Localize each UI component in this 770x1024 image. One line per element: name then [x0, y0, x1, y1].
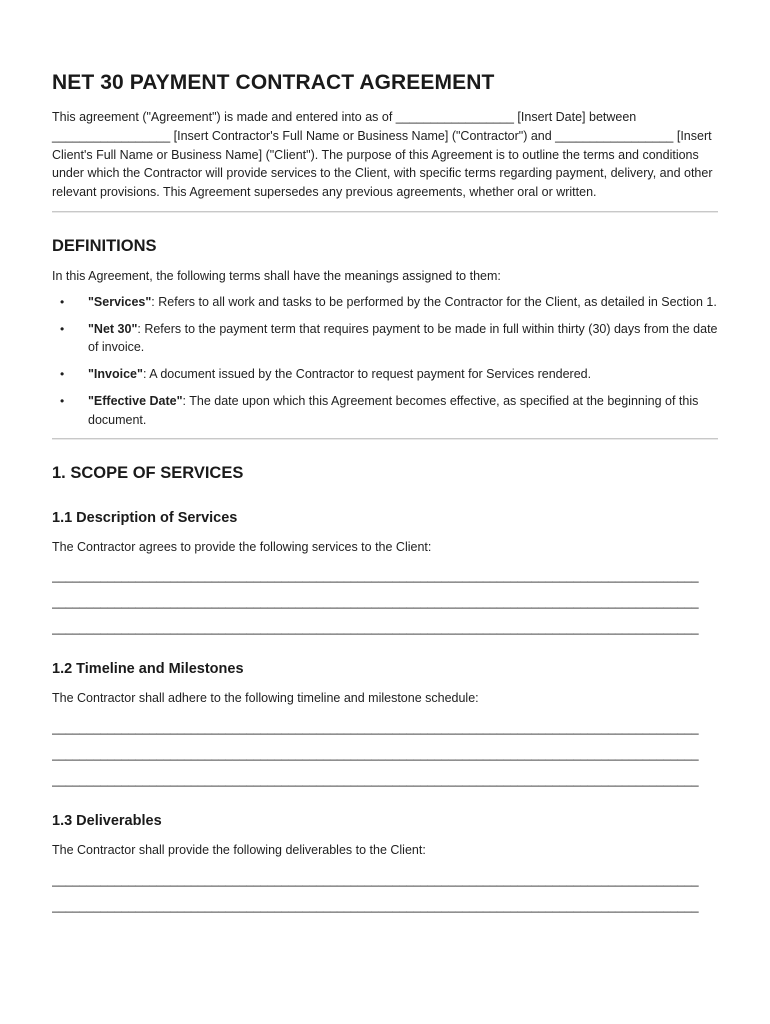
- bullet-icon: •: [60, 294, 65, 309]
- timeline-blank-line[interactable]: _____________________________________________________________________________________________: [52, 773, 699, 788]
- timeline-heading: 1.2 Timeline and Milestones: [52, 661, 244, 678]
- deliverables-heading: 1.3 Deliverables: [52, 813, 162, 830]
- definition-item: [52, 392, 718, 430]
- deliverables-blank-line[interactable]: _____________________________________________________________________________________________: [52, 872, 699, 887]
- definition-text: : A document issued by the Contractor to request payment for Services rendered.: [142, 367, 592, 382]
- timeline-blank-line[interactable]: _____________________________________________________________________________________________: [52, 721, 699, 736]
- description-blank-line[interactable]: _____________________________________________________________________________________________: [52, 621, 699, 636]
- deliverables-blank-line[interactable]: _____________________________________________________________________________________________: [52, 898, 699, 913]
- bullet-icon: •: [60, 367, 65, 382]
- description-lead: The Contractor agrees to provide the following services to the Client:: [52, 539, 432, 554]
- description-blank-line[interactable]: _____________________________________________________________________________________________: [52, 569, 699, 584]
- definition-text: : Refers to all work and tasks to be performed by the Contractor for the Client, as detailed in Section 1.: [151, 294, 717, 309]
- timeline-lead: The Contractor shall adhere to the following timeline and milestone schedule:: [52, 691, 479, 706]
- definition-term: "Invoice": [88, 367, 143, 382]
- timeline-blank-line[interactable]: _____________________________________________________________________________________________: [52, 747, 699, 762]
- description-heading: 1.1 Description of Services: [52, 509, 238, 526]
- definitions-list: [52, 293, 718, 430]
- definition-item: [52, 320, 718, 358]
- section-divider: [52, 211, 718, 213]
- intro-paragraph: This agreement ("Agreement") is made and entered into as of _________________ [Insert Date] between _________________ [Insert Contractor's Full Name or Business Name] ("Contractor") and _________________ [Insert Client's Full Name or Business Name] ("Client"). The purpose of this Agreement is to outline the terms and conditions under which the Contractor will provide services to the Client, with specific terms regarding payment, delivery, and other relevant provisions. This Agreement supersedes any previous agreements, whether oral or written.: [52, 110, 713, 200]
- bullet-icon: •: [60, 321, 65, 336]
- definition-term: "Net 30": [88, 321, 138, 336]
- document-title: NET 30 PAYMENT CONTRACT AGREEMENT: [52, 71, 495, 94]
- definition-item: [52, 365, 718, 384]
- definition-text: : The date upon which this Agreement becomes effective, as specified at the beginning of this document.: [88, 393, 699, 427]
- document-body: [52, 68, 718, 915]
- description-blank-line[interactable]: _____________________________________________________________________________________________: [52, 595, 699, 610]
- definition-text: : Refers to the payment term that requires payment to be made in full within thirty (30) days from the date of invoice.: [88, 321, 718, 355]
- definition-term: "Services": [88, 294, 152, 309]
- scope-heading: 1. SCOPE OF SERVICES: [52, 463, 244, 482]
- definitions-heading: DEFINITIONS: [52, 236, 157, 255]
- bullet-icon: •: [60, 393, 65, 408]
- definitions-lead: In this Agreement, the following terms shall have the meanings assigned to them:: [52, 268, 501, 283]
- definition-item: [52, 293, 718, 312]
- definition-term: "Effective Date": [88, 393, 183, 408]
- deliverables-lead: The Contractor shall provide the following deliverables to the Client:: [52, 843, 426, 858]
- section-divider: [52, 438, 718, 440]
